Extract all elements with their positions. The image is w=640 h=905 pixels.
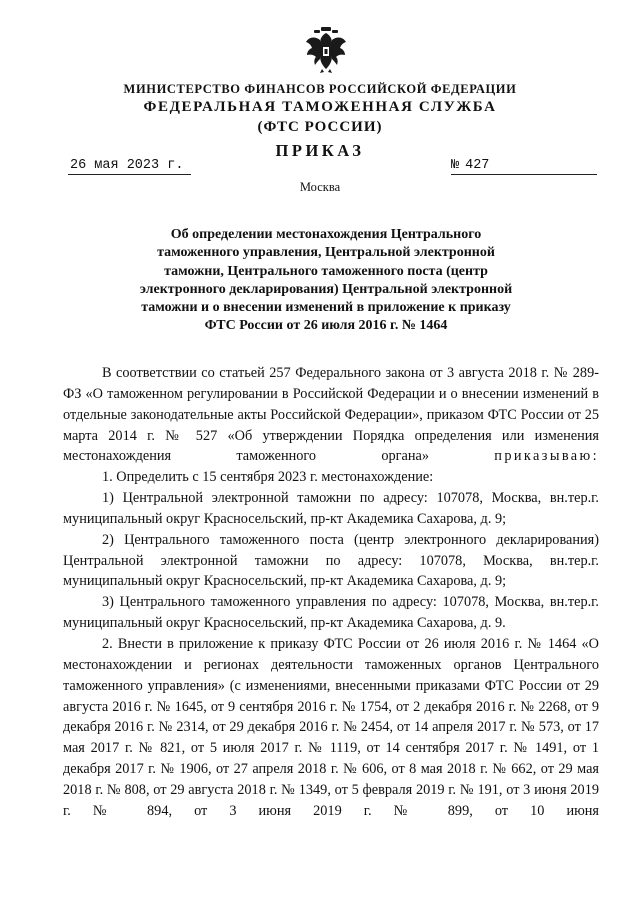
prikazyvayu-word: приказываю: [494,448,600,465]
service-abbreviation: (ФТС РОССИИ) [257,119,383,135]
item-2: 2. Внести в приложение к приказу ФТС России от 26 июля 2016 г. № 1464 «О местонахождении и регионах деятельности таможенных органов Центрального таможенного управления» (с изменениями, внесенными приказами ФТС России от 29 августа 2016 г. № 1645, от 9 сентября 2016 г. № 1754, от 2 декабря 2016 г. № 2268, от 9 декабря 2016 г. № 2314, от 29 декабря 2016 г. № 2454, от 14 апреля 2017 г. № 573, от 17 мая 2017 г. № 821, от 5 июля 2017 г. № 1119, от 14 сентября 2017 г. № 1491, от 1 декабря 2017 г. № 1906, от 27 апреля 2018 г. № 606, от 8 мая 2018 г. № 662, от 29 мая 2018 г. № 808, от 29 августа 2018 г. № 1349, от 5 февраля 2019 г. № 191, от 3 июня 2019 г. № 894, от 3 июня 2019 г. № 899, от 10 июня [63,635,599,819]
ministry-name: МИНИСТЕРСТВО ФИНАНСОВ РОССИЙСКОЙ ФЕДЕРАЦИИ [123,82,517,96]
order-date: 26 мая 2023 г. [68,158,191,175]
item-1-3: 3) Центрального таможенного управления по адресу: 107078, Москва, вн.тер.г. муниципальный округ Красносельский, пр-кт Академика Сахарова, д. 9. [63,594,599,632]
city: Москва [299,180,341,194]
item-1: 1. Определить с 15 сентября 2023 г. местонахождение: [102,469,434,486]
preamble-paragraph [63,363,599,467]
preamble-text: В соответствии со статьей 257 Федерального закона от 3 августа 2018 г. № 289-ФЗ «О таможенном регулировании в Российской Федерации и о внесении изменений в отдельные законодательные акты Российской Федерации», приказом ФТС России от 25 марта 2014 г. № 527 «Об утверждении Порядка определения или изменения местонахождения таможенного органа» [63,365,599,465]
order-number: 427 [465,158,490,173]
service-name: ФЕДЕРАЛЬНАЯ ТАМОЖЕННАЯ СЛУЖБА [143,99,497,115]
order-body [63,363,599,822]
item-1-1: 1) Центральной электронной таможни по адресу: 107078, Москва, вн.тер.г. муниципальный округ Красносельский, пр-кт Академика Сахарова, д. 9; [63,490,599,527]
item-1-2: 2) Центрального таможенного поста (центр электронного декларирования) Центральной электронной таможни по адресу: 107078, Москва, вн.тер.г. муниципальный округ Красносельский, пр-кт Академика Сахарова, д. 9; [63,531,599,590]
order-title: Об определении местонахождения Центрального таможенного управления, Центральной электронной таможни, Центрального таможенного поста (центр электронного декларирования) Центральной электронной таможни и о внесении изменений в приложение к приказу ФТС России от 26 июля 2016 г. № 1464 [139,227,513,334]
coat-of-arms-icon [305,26,347,74]
number-sign: № [451,158,460,173]
document-type: ПРИКАЗ [275,141,365,160]
order-number-line [451,158,597,175]
